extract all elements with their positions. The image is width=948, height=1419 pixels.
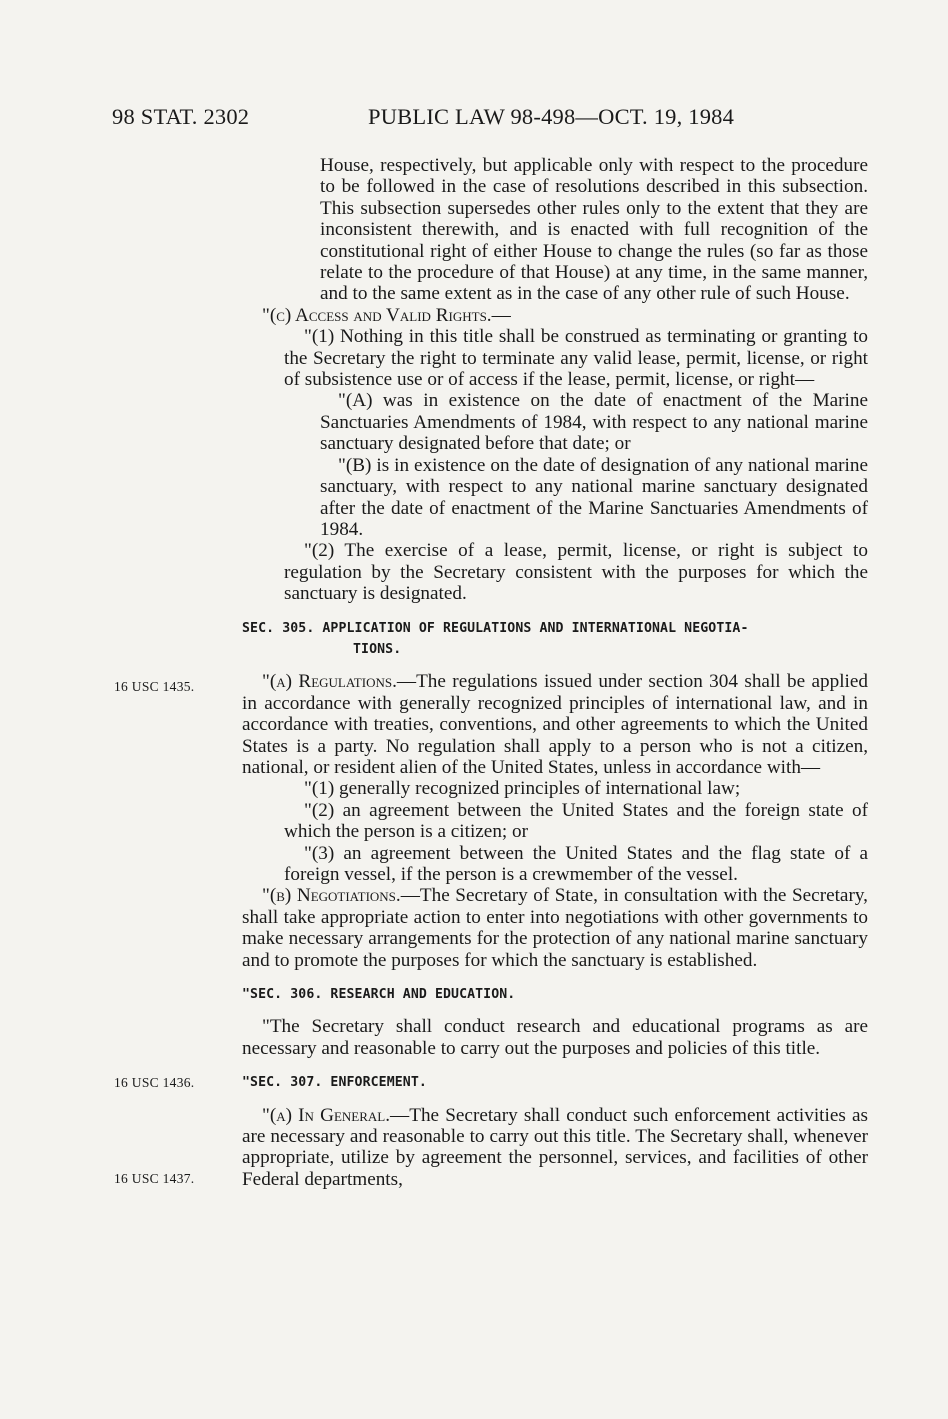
subsection-c2-block [242, 540, 868, 604]
paragraph-b-continuation: House, respectively, but applicable only with respect to the procedure to be followed in the case of resolutions described in this subsection. This subsection supersedes other rules only to the extent that they are inconsistent therewith, and is enacted with full recognition of the constitutional right of either House to change the rules (so far as those relate to the procedure of that House) at any time, in the same manner, and to the same extent as in the case of any other rule of such House. [320, 155, 868, 305]
subsection-c1: "(1) Nothing in this title shall be construed as terminating or granting to the Secretary the right to terminate any valid lease, permit, license, or right of subsistence use or of access if the lease, permit, license, or right— [284, 326, 868, 391]
section-307-heading: "SEC. 307. ENFORCEMENT. [242, 1075, 427, 1091]
subsection-c2: "(2) The exercise of a lease, permit, license, or right is subject to regulation by the Secretary consistent with the purposes for which the sanctuary is designated. [284, 540, 868, 605]
subsection-c1B: "(B) is in existence on the date of designation of any national marine sanctuary, with respect to any national marine sanctuary designated after the date of enactment of the Marine Sanctuaries Amendments of 1984. [320, 454, 868, 540]
subsection-307a-text: —The Secretary shall conduct such enforcement activities as are necessary and reasonable to carry out this title. The Secretary shall, whenever appropriate, utilize by agreement the personnel, services, and facilities of other Federal departments, [242, 1104, 868, 1190]
subsection-c-heading: "(c) Access and Valid Rights.— [262, 304, 511, 326]
section-306-heading: "SEC. 306. RESEARCH AND EDUCATION. [242, 987, 516, 1003]
subsection-a-text: —The regulations issued under section 304 shall be applied in accordance with generally recognized principles of international law, and in accordance with treaties, conventions, and other agreements to which the United States is a party. No regulation shall apply to a person who is not a citizen, national, or resident alien of the United States, unless in accordance with— [242, 671, 868, 778]
section-305-heading-line1: SEC. 305. APPLICATION OF REGULATIONS AND INTERNATIONAL NEGOTIA- [242, 620, 749, 636]
subsection-b-text: —The Secretary of State, in consultation with the Secretary, shall take appropriate action to enter into negotiations with other governments to make necessary arrangements for the protection of any national marine sanctuary and to promote the purposes for which the sanctuary is established. [242, 885, 868, 971]
section-305-subsection-a [242, 671, 868, 778]
section-305-a1: "(1) generally recognized principles of international law; [304, 778, 741, 800]
section-305-a-items [242, 778, 868, 885]
subsection-a-label: "(a) Regulations. [262, 671, 397, 693]
body-text [242, 155, 868, 1190]
statute-reference: 98 STAT. 2302 [112, 104, 250, 129]
section-305-heading [242, 618, 868, 661]
subsection-c1-block [242, 326, 868, 390]
section-305-heading-line2: TIONS. [353, 641, 402, 657]
margin-citation-1437: 16 USC 1437. [114, 1171, 195, 1186]
subsection-c1A: "(A) was in existence on the date of enactment of the Marine Sanctuaries Amendments of 1984, with respect to any national marine sanctuary designated before that date; or [320, 390, 868, 455]
section-305-subsection-b [242, 885, 868, 971]
section-305-a2: "(2) an agreement between the United States and the foreign state of which the person is a citizen; or [284, 799, 868, 843]
subsection-307a-label: "(a) In General. [262, 1104, 391, 1126]
public-law-reference: PUBLIC LAW 98-498—OCT. 19, 1984 [368, 104, 735, 129]
subsection-c1A-block [242, 390, 868, 540]
section-306-text: "The Secretary shall conduct research and educational programs as are necessary and reasonable to carry out the purposes and policies of this title. [242, 1016, 868, 1059]
subsection-b-label: "(b) Negotiations. [262, 885, 401, 907]
section-307-subsection-a [242, 1105, 868, 1191]
section-305-a3: "(3) an agreement between the United States and the flag state of a foreign vessel, if the person is a crewmember of the vessel. [284, 842, 868, 885]
margin-citation-1435: 16 USC 1435. [114, 679, 195, 694]
margin-citation-1436: 16 USC 1436. [114, 1075, 195, 1090]
